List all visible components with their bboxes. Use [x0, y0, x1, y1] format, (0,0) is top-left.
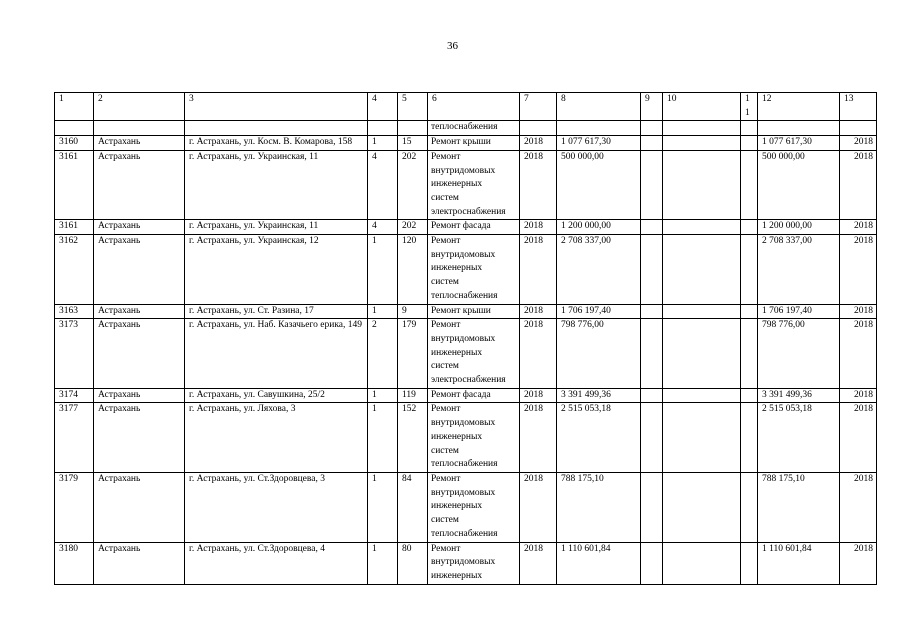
start-year-cell: 2018 [520, 304, 557, 319]
fund-cost-cell: 1 110 601,84 [758, 542, 840, 584]
fund-cost-cell: 1 200 000,00 [758, 220, 840, 235]
end-year-cell: 2018 [840, 136, 877, 151]
col-9-cell [641, 235, 663, 305]
start-year-cell: 2018 [520, 472, 557, 542]
col-9-cell [641, 472, 663, 542]
fund-cost-cell: 1 077 617,30 [758, 136, 840, 151]
settlement-cell: Астрахань [94, 388, 185, 403]
start-year-cell: 2018 [520, 403, 557, 473]
col-10-cell [663, 542, 741, 584]
col-9-cell [641, 136, 663, 151]
table-row [55, 136, 877, 151]
table-header-row [55, 93, 877, 121]
total-cost-cell: 798 776,00 [557, 319, 641, 389]
row-number-cell: 3160 [55, 136, 94, 151]
table-row [55, 150, 877, 220]
apartments-cell: 202 [398, 150, 428, 220]
total-cost-cell: 500 000,00 [557, 150, 641, 220]
row-number-cell: 3177 [55, 403, 94, 473]
col-9-cell [641, 220, 663, 235]
end-year-cell: 2018 [840, 542, 877, 584]
address-cell: г. Астрахань, ул. Украинская, 11 [185, 220, 368, 235]
row-number-cell: 3173 [55, 319, 94, 389]
table-row [55, 304, 877, 319]
end-year-cell [840, 121, 877, 136]
end-year-cell: 2018 [840, 388, 877, 403]
fund-cost-cell: 2 515 053,18 [758, 403, 840, 473]
total-cost-cell: 1 706 197,40 [557, 304, 641, 319]
settlement-cell: Астрахань [94, 220, 185, 235]
end-year-cell: 2018 [840, 150, 877, 220]
col-11-cell [741, 150, 758, 220]
total-cost-cell: 2 708 337,00 [557, 235, 641, 305]
table-row [55, 319, 877, 389]
settlement-cell: Астрахань [94, 542, 185, 584]
register-table [54, 92, 877, 585]
settlement-cell: Астрахань [94, 403, 185, 473]
row-number-cell: 3179 [55, 472, 94, 542]
col-9-cell [641, 403, 663, 473]
col-11-cell [741, 472, 758, 542]
header-cell: 11 [741, 93, 758, 121]
header-cell: 13 [840, 93, 877, 121]
floors-cell: 1 [368, 304, 398, 319]
floors-cell: 2 [368, 319, 398, 389]
col-9-cell [641, 150, 663, 220]
col-10-cell [663, 472, 741, 542]
col-11-cell [741, 319, 758, 389]
header-cell: 7 [520, 93, 557, 121]
col-10-cell [663, 388, 741, 403]
fund-cost-cell: 3 391 499,36 [758, 388, 840, 403]
work-type-cell: Ремонт внутридомовых инженерных систем электроснабжения [428, 150, 520, 220]
work-type-cell: Ремонт фасада [428, 220, 520, 235]
settlement-cell: Астрахань [94, 319, 185, 389]
col-10-cell [663, 150, 741, 220]
table-row [55, 121, 877, 136]
page-number: 36 [447, 40, 458, 52]
start-year-cell: 2018 [520, 136, 557, 151]
apartments-cell: 179 [398, 319, 428, 389]
address-cell: г. Астрахань, ул. Ст.Здоровцева, 3 [185, 472, 368, 542]
end-year-cell: 2018 [840, 220, 877, 235]
settlement-cell: Астрахань [94, 472, 185, 542]
header-cell: 1 [55, 93, 94, 121]
header-cell: 12 [758, 93, 840, 121]
fund-cost-cell: 1 706 197,40 [758, 304, 840, 319]
start-year-cell: 2018 [520, 388, 557, 403]
apartments-cell: 120 [398, 235, 428, 305]
fund-cost-cell: 798 776,00 [758, 319, 840, 389]
total-cost-cell [557, 121, 641, 136]
end-year-cell: 2018 [840, 319, 877, 389]
total-cost-cell: 1 110 601,84 [557, 542, 641, 584]
work-type-cell: Ремонт внутридомовых инженерных [428, 542, 520, 584]
col-10-cell [663, 304, 741, 319]
floors-cell [368, 121, 398, 136]
row-number-cell: 3162 [55, 235, 94, 305]
fund-cost-cell: 788 175,10 [758, 472, 840, 542]
settlement-cell: Астрахань [94, 150, 185, 220]
address-cell: г. Астрахань, ул. Наб. Казачьего ерика, 149 [185, 319, 368, 389]
total-cost-cell: 1 200 000,00 [557, 220, 641, 235]
address-cell: г. Астрахань, ул. Украинская, 11 [185, 150, 368, 220]
floors-cell: 1 [368, 472, 398, 542]
fund-cost-cell: 2 708 337,00 [758, 235, 840, 305]
col-10-cell [663, 319, 741, 389]
floors-cell: 1 [368, 136, 398, 151]
total-cost-cell: 788 175,10 [557, 472, 641, 542]
address-cell: г. Астрахань, ул. Ляхова, 3 [185, 403, 368, 473]
header-cell: 4 [368, 93, 398, 121]
header-cell: 3 [185, 93, 368, 121]
work-type-cell: Ремонт внутридомовых инженерных систем теплоснабжения [428, 472, 520, 542]
apartments-cell: 80 [398, 542, 428, 584]
address-cell: г. Астрахань, ул. Савушкина, 25/2 [185, 388, 368, 403]
table-row [55, 403, 877, 473]
row-number-cell: 3161 [55, 150, 94, 220]
work-type-cell: Ремонт крыши [428, 304, 520, 319]
table-row [55, 542, 877, 584]
col-10-cell [663, 235, 741, 305]
apartments-cell: 15 [398, 136, 428, 151]
row-number-cell: 3163 [55, 304, 94, 319]
header-cell: 10 [663, 93, 741, 121]
col-10-cell [663, 136, 741, 151]
total-cost-cell: 3 391 499,36 [557, 388, 641, 403]
col-11-cell [741, 388, 758, 403]
table-row [55, 388, 877, 403]
work-type-cell: теплоснабжения [428, 121, 520, 136]
start-year-cell: 2018 [520, 220, 557, 235]
apartments-cell: 84 [398, 472, 428, 542]
header-cell: 8 [557, 93, 641, 121]
apartments-cell: 152 [398, 403, 428, 473]
table-row [55, 472, 877, 542]
header-cell: 5 [398, 93, 428, 121]
col-11-cell [741, 136, 758, 151]
row-number-cell [55, 121, 94, 136]
work-type-cell: Ремонт внутридомовых инженерных систем теплоснабжения [428, 235, 520, 305]
col-11-cell [741, 220, 758, 235]
settlement-cell: Астрахань [94, 136, 185, 151]
address-cell: г. Астрахань, ул. Ст. Разина, 17 [185, 304, 368, 319]
col-9-cell [641, 542, 663, 584]
floors-cell: 1 [368, 388, 398, 403]
row-number-cell: 3174 [55, 388, 94, 403]
start-year-cell: 2018 [520, 235, 557, 305]
floors-cell: 4 [368, 150, 398, 220]
floors-cell: 4 [368, 220, 398, 235]
start-year-cell [520, 121, 557, 136]
address-cell: г. Астрахань, ул. Косм. В. Комарова, 158 [185, 136, 368, 151]
floors-cell: 1 [368, 235, 398, 305]
work-type-cell: Ремонт внутридомовых инженерных систем теплоснабжения [428, 403, 520, 473]
settlement-cell: Астрахань [94, 235, 185, 305]
work-type-cell: Ремонт фасада [428, 388, 520, 403]
apartments-cell [398, 121, 428, 136]
end-year-cell: 2018 [840, 235, 877, 305]
start-year-cell: 2018 [520, 319, 557, 389]
table-row [55, 220, 877, 235]
apartments-cell: 202 [398, 220, 428, 235]
settlement-cell: Астрахань [94, 304, 185, 319]
address-cell: г. Астрахань, ул. Украинская, 12 [185, 235, 368, 305]
start-year-cell: 2018 [520, 150, 557, 220]
table-row [55, 235, 877, 305]
fund-cost-cell [758, 121, 840, 136]
col-10-cell [663, 403, 741, 473]
settlement-cell [94, 121, 185, 136]
header-cell: 2 [94, 93, 185, 121]
table-body [55, 93, 877, 585]
header-cell: 6 [428, 93, 520, 121]
end-year-cell: 2018 [840, 403, 877, 473]
apartments-cell: 119 [398, 388, 428, 403]
col-9-cell [641, 121, 663, 136]
total-cost-cell: 1 077 617,30 [557, 136, 641, 151]
apartments-cell: 9 [398, 304, 428, 319]
fund-cost-cell: 500 000,00 [758, 150, 840, 220]
col-9-cell [641, 319, 663, 389]
col-11-cell [741, 121, 758, 136]
row-number-cell: 3161 [55, 220, 94, 235]
header-cell: 9 [641, 93, 663, 121]
end-year-cell: 2018 [840, 472, 877, 542]
work-type-cell: Ремонт внутридомовых инженерных систем электроснабжения [428, 319, 520, 389]
col-11-cell [741, 235, 758, 305]
work-type-cell: Ремонт крыши [428, 136, 520, 151]
col-11-cell [741, 403, 758, 473]
col-11-cell [741, 304, 758, 319]
address-cell [185, 121, 368, 136]
col-10-cell [663, 220, 741, 235]
start-year-cell: 2018 [520, 542, 557, 584]
end-year-cell: 2018 [840, 304, 877, 319]
col-10-cell [663, 121, 741, 136]
floors-cell: 1 [368, 403, 398, 473]
total-cost-cell: 2 515 053,18 [557, 403, 641, 473]
row-number-cell: 3180 [55, 542, 94, 584]
col-9-cell [641, 304, 663, 319]
floors-cell: 1 [368, 542, 398, 584]
address-cell: г. Астрахань, ул. Ст.Здоровцева, 4 [185, 542, 368, 584]
col-11-cell [741, 542, 758, 584]
col-9-cell [641, 388, 663, 403]
